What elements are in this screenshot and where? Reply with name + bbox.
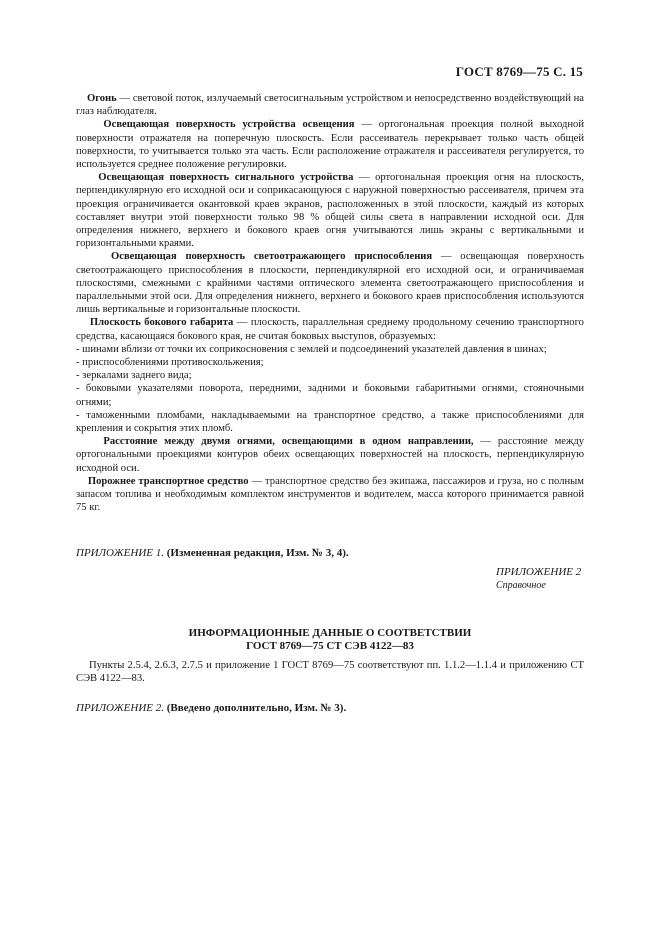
document-body <box>76 92 584 560</box>
appendix1-note-label: ПРИЛОЖЕНИЕ 1. <box>76 546 164 559</box>
section-title-line1: ИНФОРМАЦИОННЫЕ ДАННЫЕ О СООТВЕТСТВИИ <box>188 627 472 639</box>
list-item: - шинами вблизи от точки их соприкосновения с землей и подсоединений указателей давления в шинах; <box>76 343 547 355</box>
definition-paragraph <box>76 171 584 250</box>
definition-text: — плоскость, параллельная среднему продольному сечению транспортного средства, касающаяся бокового края, не считая боковых выступов, образуемых: <box>76 317 584 342</box>
definition-term: Освещающая поверхность сигнального устройства <box>98 172 354 184</box>
definition-term: Расстояние между двумя огнями, освещающими в одном направлении, <box>103 436 474 448</box>
definition-term: Порожнее транспортное средство <box>87 475 249 487</box>
definition-paragraph <box>76 316 584 342</box>
list-item: - зеркалами заднего вида; <box>76 370 192 382</box>
definition-text: — транспортное средство без экипажа, пассажиров и груза, но с полным запасом топлива и необходимым комплектом инструментов и водителем, масса которого принимается равной 75 кг. <box>76 475 584 514</box>
appendix2-note-label: ПРИЛОЖЕНИЕ 2. <box>76 702 164 714</box>
definition-term: Освещающая поверхность устройства освещения <box>103 119 355 131</box>
section-title-line2: ГОСТ 8769—75 СТ СЭВ 4122—83 <box>246 640 414 652</box>
definition-paragraph <box>76 250 584 316</box>
appendix2-subtitle: Справочное <box>496 580 546 591</box>
appendix2-note <box>76 702 584 714</box>
section-body-text: Пункты 2.5.4, 2.6.3, 2.7.5 и приложение 1 ГОСТ 8769—75 соответствуют пп. 1.1.2—1.1.4 и приложению СТ СЭВ 4122—83. <box>76 660 584 685</box>
list-item: - таможенными пломбами, накладываемыми на транспортное средство, а также приспособлениями для крепления и сокрытия этих пломб. <box>76 409 584 435</box>
definition-paragraph <box>76 118 584 171</box>
definition-paragraph <box>76 475 584 515</box>
definition-paragraph <box>76 435 584 475</box>
appendix1-note-text: (Измененная редакция, Изм. № 3, 4). <box>163 546 349 559</box>
definition-text: — ортогональная проекция полной выходной поверхности отражателя на поперечную плоскость. Если рассеиватель перекрывает только часть общей поверхности, то учитывается только эта часть. Если расположение отражателя и рассеивателя регулируется, то используется среднее положение регулировки. <box>76 119 585 171</box>
list-item: - приспособлениями противоскольжения; <box>76 357 264 369</box>
definition-text: — расстояние между ортогональными проекциями контуров обеих освещающих поверхностей на плоскость, перпендикулярную исходной оси. <box>76 436 585 474</box>
definition-text: — освещающая поверхность светоотражающего приспособления в плоскости, перпендикулярной его исходной оси, и ограничиваемая плоскостями, смежными с крайними частями оптического элемента светоотражающего приспособления и параллельными этой оси. Для определения нижнего, верхнего и бокового краев приспособления используются лишь вертикальные и горизонтальные плоскости. <box>76 251 585 316</box>
definition-term: Освещающая поверхность светоотражающего приспособления <box>111 251 433 263</box>
appendix1-note <box>76 547 584 560</box>
appendix2-title: ПРИЛОЖЕНИЕ 2 <box>496 566 582 578</box>
definition-text: — световой поток, излучаемый светосигнальным устройством и непосредственно воздействующий на глаз наблюдателя. <box>76 93 584 118</box>
list-item: - боковыми указателями поворота, передними, задними и боковыми габаритными огнями, стояночными огнями; <box>76 383 584 408</box>
definition-term: Плоскость бокового габарита <box>89 317 234 329</box>
definition-term: Огонь <box>86 93 117 104</box>
page-header: ГОСТ 8769—75 С. 15 <box>455 64 583 79</box>
appendix2-note-text: (Введено дополнительно, Изм. № 3). <box>163 702 347 714</box>
definition-paragraph <box>76 92 584 118</box>
section-title <box>76 627 584 653</box>
appendix2-heading <box>496 566 581 592</box>
definition-text: — ортогональная проекция огня на плоскость, перпендикулярную его исходной оси и соприкасающуюся с наружной поверхностью рассеивателя, причем эта проекция ограничивается окантовкой краев экранов, расположенных в этой плоскости, каждый из которых составляет внутри этой поверхности только 98 % общей силы света в направлении исходной оси. Для определения нижнего, верхнего и бокового краев огня учитываются лишь экраны с вертикальными и горизонтальными краями. <box>76 172 585 250</box>
section-body <box>76 659 584 685</box>
